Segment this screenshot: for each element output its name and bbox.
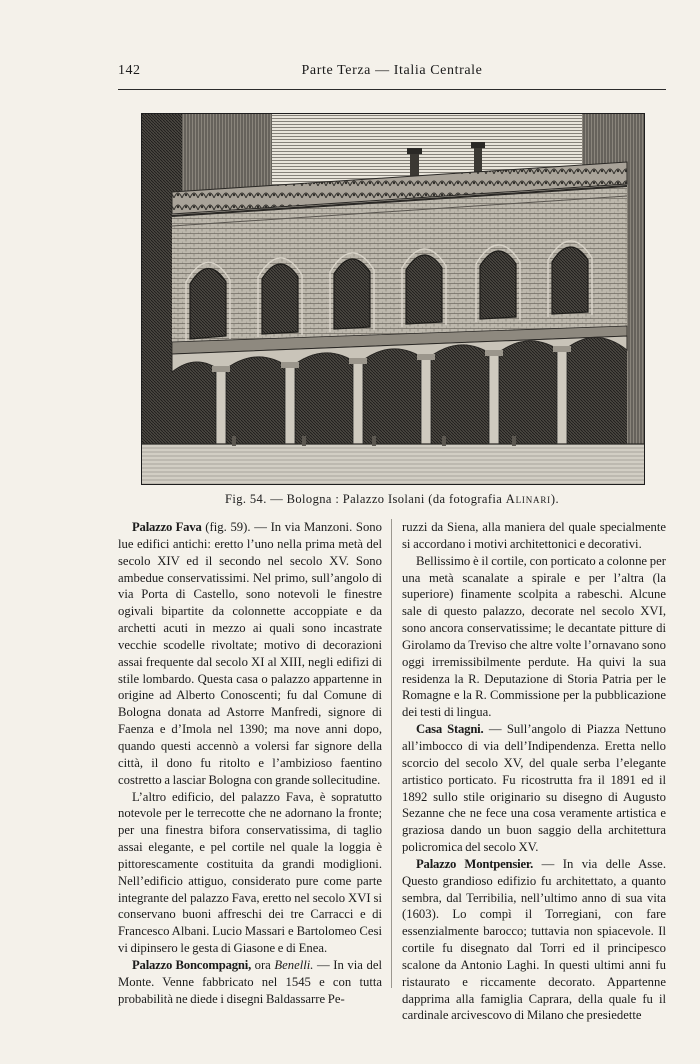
header-rule: [118, 89, 666, 90]
running-head: [118, 63, 666, 85]
figure-palazzo-isolani: [141, 113, 645, 485]
entry-heading: Casa Stagni.: [416, 722, 484, 737]
paragraph-fava-second-building: L’altro edificio, del palazzo Fava, è sopratutto notevole per le terrecotte che ne adornano la fronte; per una finestra bifora conservatissima, di taglio assai elegante, e pel cortile nel quale la loggia è pittorescamente costituita da grandi modiglioni. Nell’edificio attiguo, considerato pure come parte integrante del palazzo Fava, eretto nel secolo XVI si conservano buoni affreschi dei tre Carracci e di Francesco Albani. Lucio Massari e Bartolomeo Cesi vi dipinsero le gesta di Giasone e di Enea.: [118, 789, 382, 956]
right-column: [402, 519, 666, 1024]
left-column: [118, 519, 382, 1007]
paragraph-cortile: Bellissimo è il cortile, con porticato a colonne per una metà scanalate a spirale e per l’altra (la superiore) finamente scolpita a rabeschi. Alcune sale di questo palazzo, decorate nel secolo XVI, sono ancora conservatissime; le decantate pitture di Girolamo da Treviso che altre volte l’ornavano sono oggi irremissibilmente perdute. Ha quivi la sua residenza la R. Deputazione di Storia Patria per le Romagne e la R. Commissione per la pubblicazione dei testi di lingua.: [402, 553, 666, 720]
paragraph-palazzo-boncompagni: Palazzo Boncompagni, ora Benelli. — In via del Monte. Venne fabbricato nel 1545 e con tutta probabilità ne diede i disegni Baldassarre Pe-: [118, 957, 382, 1006]
paragraph-continuation: ruzzi da Siena, alla maniera del quale specialmente si accordano i motivi architettonici e decorativi.: [402, 520, 666, 551]
paragraph-casa-stagni: Casa Stagni. — Sull’angolo di Piazza Nettuno all’imbocco di via dell’Indipendenza. Eretta nello scorcio del secolo XV, del quale serba l’elegante artistico porticato. Fu ricostrutta fra il 1891 ed il 1892 sullo stile originario su disegno di Augusto Sezanne che ne fece una cosa veramente artistica e graziosa dando un buon saggio della architettura policromica del secolo XV.: [402, 722, 666, 855]
running-title: Parte Terza — Italia Centrale: [301, 63, 483, 78]
figure-caption: Fig. 54. — Bologna : Palazzo Isolani (da fotografia Alinari).: [224, 492, 560, 506]
entry-heading: Palazzo Montpensier.: [416, 856, 534, 871]
paragraph-palazzo-montpensier: Palazzo Montpensier. — In via delle Asse. Questo grandioso edifizio fu architettato, a quanto sembra, dal Terribilia, nell’ultimo anno di sua vita (1603). Lo compì il Torregiani, con fare essenzialmente barocco; tuttavia non spiacevole. Il cortile fu disegnato dal Torri ed il principesco scalone da Antonio Laghi. In questi ultimi anni fu ristaurato e riccamente decorato. Appartenne dapprima alla famiglia Caprara, della quale fu il cardinale arcivescovo di Milano che presiedette: [402, 856, 666, 1023]
page-number: 142: [118, 63, 141, 78]
engraving-illustration: [142, 114, 644, 484]
entry-heading: Palazzo Fava: [132, 520, 202, 534]
column-divider: [391, 519, 392, 988]
photo-credit: Alinari: [505, 492, 551, 506]
entry-heading: Palazzo Boncompagni,: [132, 957, 252, 972]
paragraph-palazzo-fava: Palazzo Fava (fig. 59). — In via Manzoni. Sono lue edifici antichi: eretto l’uno nella prima metà del secolo XIV ed il secondo nel secolo XV. Sono ambedue conservatissimi. Nel primo, sull’angolo di via Porta di Castello, sono notevoli le finestre ogivali bipartite da colonnette accoppiate e da archetti acuti in mezzo ai quali sono incastrate vecchie scodelle rivoltate; motivo di decorazioni assai frequente dal secolo XI al XIII, negli edifizi di stile lombardo. Questa casa o palazzo appartenne in origine ad Alberto Conoscenti; fu dal Comune di Bologna donata ad Astorre Manfredi, signore di Faenza e d’Imola nel 1390; ma nove anni dopo, quando questi accennò a volersi far signore della città, il dono fu ritolto e l’ambizioso faentino costretto a lasciar Bologna con grande sollecitudine.: [118, 520, 382, 787]
